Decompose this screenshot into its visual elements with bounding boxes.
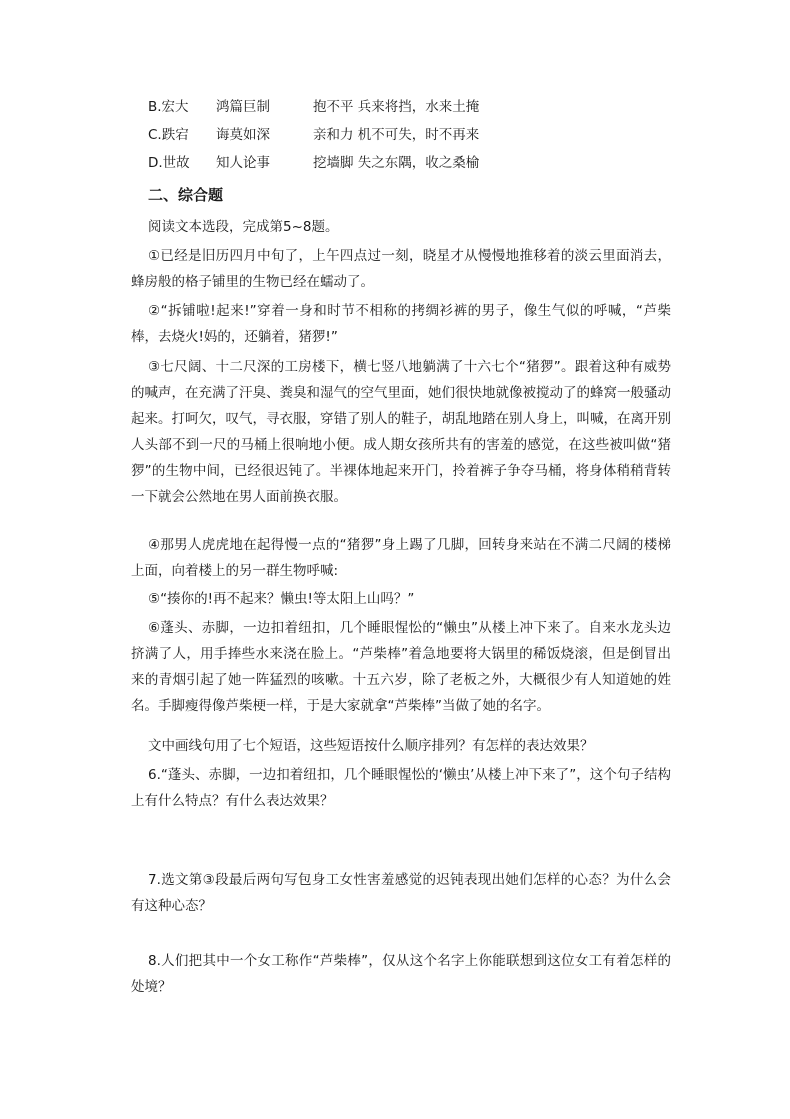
option-rest: 挖墙脚 失之东隅，收之桑榆 bbox=[313, 155, 480, 171]
passage-paragraph-3: ③七尺阔、十二尺深的工房楼下，横七竖八地躺满了十六七个“猪猡”。跟着这种有威势的喊声，在充满了汗臭、粪臭和湿气的空气里面，她们很快地就像被搅动了的蜂窝一般骚动起来。打呵欠，叹气，寻衣服，穿错了别人的鞋子，胡乱地踏在别人身上，叫喊，在离开别人头部不到一尺的马桶上很响地小便。成人期女孩所共有的害羞的感觉，在这些被叫做“猪猡”的生物中间，已经很迟钝了。半裸体地起来开门，拎着裤子争夺马桶，将身体稍稍背转一下就会公然地在男人面前换衣服。 bbox=[131, 359, 671, 505]
question-6: 6.“蓬头、赤脚，一边扣着纽扣，几个睡眼惺忪的‘懒虫’从楼上冲下来了”，这个句子结构上有什么特点？有什么表达效果？ bbox=[131, 767, 671, 809]
option-label: B.宏大 bbox=[148, 99, 189, 115]
option-label: D.世故 bbox=[148, 155, 190, 171]
option-word: 鸿篇巨制 bbox=[216, 99, 270, 115]
question-5: 文中画线句用了七个短语，这些短语按什么顺序排列？有怎样的表达效果？ bbox=[148, 738, 594, 754]
passage-paragraph-4: ④那男人虎虎地在起得慢一点的“猪猡”身上踢了几脚，回转身来站在不满二尺阔的楼梯上面，向着楼上的另一群生物呼喊: bbox=[131, 537, 671, 579]
passage-paragraph-6: ⑥蓬头、赤脚，一边扣着纽扣，几个睡眼惺忪的“懒虫”从楼上冲下来了。自来水龙头边挤满了人，用手捧些水来浇在脸上。“芦柴棒”着急地要将大锅里的稀饭烧滚，但是倒冒出来的青烟引起了她一阵猛烈的咳嗽。十五六岁，除了老板之外，大概很少有人知道她的姓名。手脚瘦得像芦柴梗一样，于是大家就拿“芦柴棒”当做了她的名字。 bbox=[131, 620, 671, 714]
option-rest: 亲和力 机不可失，时不再来 bbox=[313, 127, 480, 143]
passage-paragraph-1: ①已经是旧历四月中旬了，上午四点过一刻，晓星才从慢慢地推移着的淡云里面消去，蜂房般的格子铺里的生物已经在蠕动了。 bbox=[131, 248, 671, 290]
question-7: 7.选文第③段最后两句写包身工女性害羞感觉的迟钝表现出她们怎样的心态？为什么会有这种心态？ bbox=[131, 872, 671, 914]
section-heading: 二、综合题 bbox=[148, 186, 224, 204]
option-word: 知人论事 bbox=[216, 155, 270, 171]
passage-paragraph-2: ②“拆铺啦!起来!”穿着一身和时节不相称的拷绸衫裤的男子，像生气似的呼喊，“芦柴棒，去烧火!妈的，还躺着，猪猡!” bbox=[131, 303, 671, 345]
intro-text: 阅读文本选段，完成第5~8题。 bbox=[148, 219, 339, 235]
option-word: 诲莫如深 bbox=[216, 127, 270, 143]
option-label: C.跌宕 bbox=[148, 127, 189, 143]
passage-paragraph-5: ⑤“揍你的!再不起来？懒虫!等太阳上山吗？” bbox=[148, 591, 415, 607]
option-rest: 抱不平 兵来将挡，水来土掩 bbox=[313, 99, 480, 115]
question-8: 8.人们把其中一个女工称作“芦柴棒”，仅从这个名字上你能联想到这位女工有着怎样的处境？ bbox=[131, 953, 671, 995]
